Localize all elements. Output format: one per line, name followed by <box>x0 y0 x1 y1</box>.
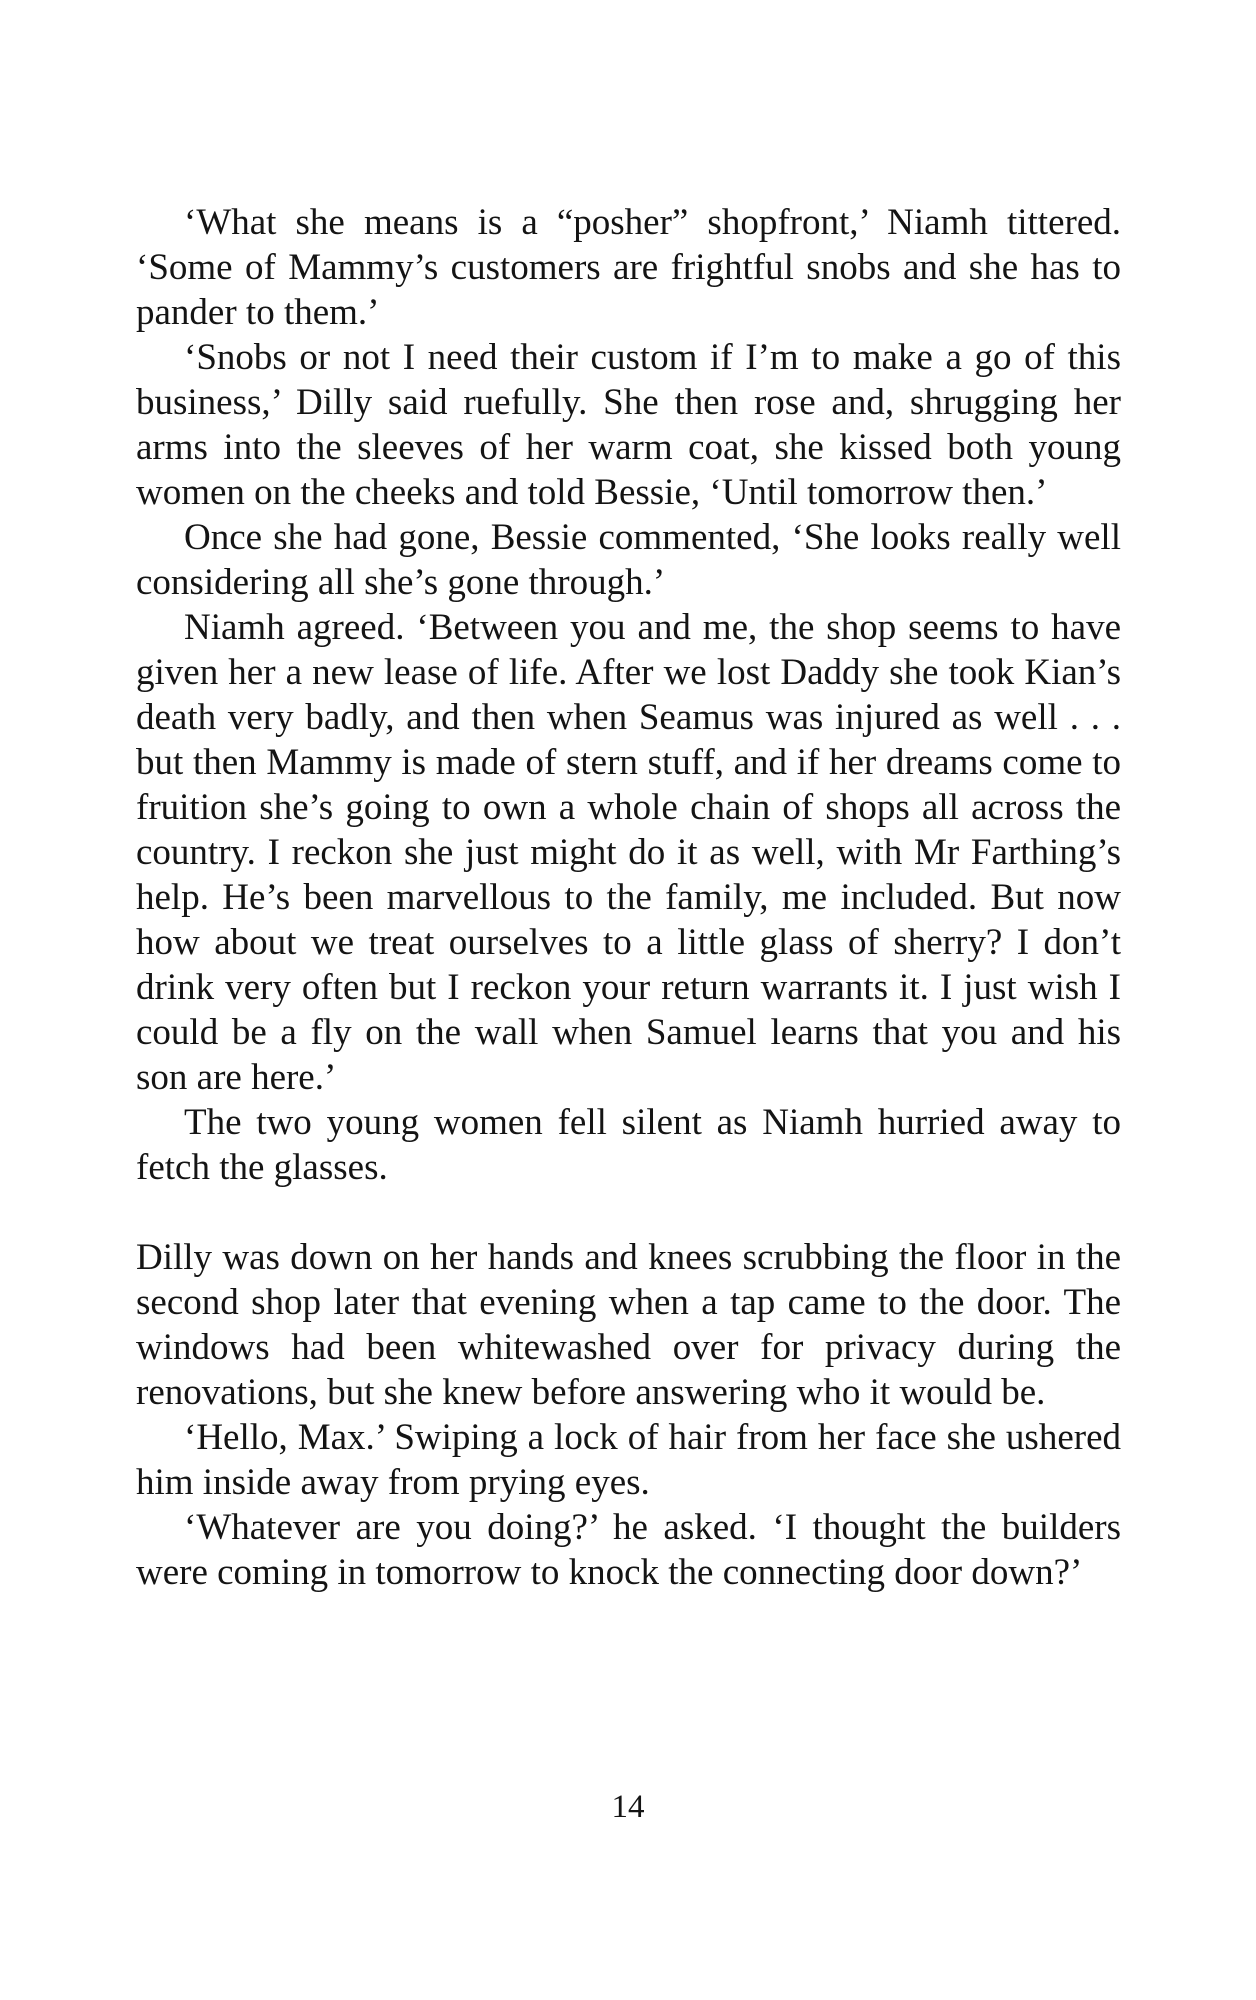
paragraph-4: Niamh agreed. ‘Between you and me, the shop seems to have given her a new lease of life. After we lost Daddy she took Kian’s death very badly, and then when Seamus was injured as well . . . but then Mammy is made of stern stuff, and if her dreams come to fruition she’s going to own a whole chain of shops all across the country. I reckon she just might do it as well, with Mr Farthing’s help. He’s been marvellous to the family, me included. But now how about we treat ourselves to a little glass of sherry? I don’t drink very often but I reckon your return warrants it. I just wish I could be a fly on the wall when Samuel learns that you and his son are here.’ <box>136 607 1121 1098</box>
paragraph-3: Once she had gone, Bessie commented, ‘She looks really well considering all she’s gone through.’ <box>136 517 1121 603</box>
paragraph-8: ‘Whatever are you doing?’ he asked. ‘I thought the builders were coming in tomorrow to knock the connecting door down?’ <box>136 1507 1121 1593</box>
paragraph-1: ‘What she means is a “posher” shopfront,’ Niamh tittered. ‘Some of Mammy’s customers are frightful snobs and she has to pander to them.’ <box>136 202 1121 333</box>
paragraph-6: Dilly was down on her hands and knees scrubbing the floor in the second shop later that evening when a tap came to the door. The windows had been whitewashed over for privacy during the renovations, but she knew before answering who it would be. <box>136 1237 1121 1413</box>
paragraph-2: ‘Snobs or not I need their custom if I’m to make a go of this business,’ Dilly said ruefully. She then rose and, shrugging her arms into the sleeves of her warm coat, she kissed both young women on the cheeks and told Bessie, ‘Until tomorrow then.’ <box>136 337 1121 513</box>
paragraph-7: ‘Hello, Max.’ Swiping a lock of hair from her face she ushered him inside away from prying eyes. <box>136 1417 1121 1503</box>
paragraph-5: The two young women fell silent as Niamh hurried away to fetch the glasses. <box>136 1102 1121 1188</box>
body-text <box>136 200 1121 1595</box>
section-break <box>136 1190 1121 1235</box>
page-number: 14 <box>611 1789 645 1825</box>
